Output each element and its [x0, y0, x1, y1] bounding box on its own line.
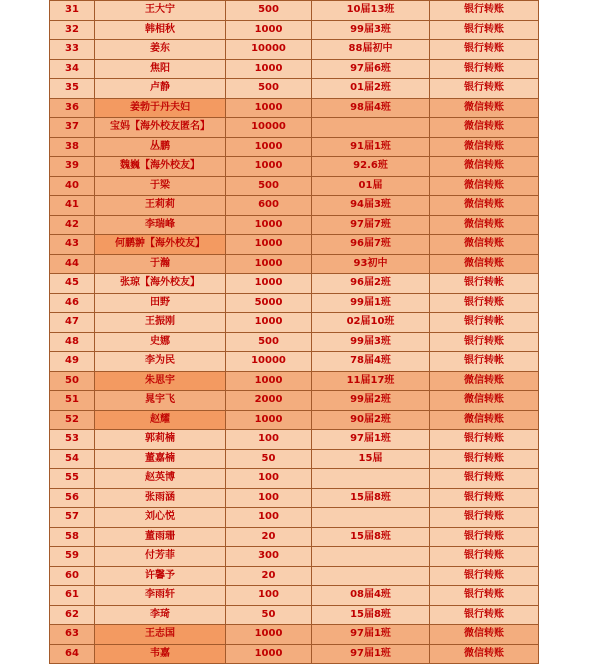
- payment-method: 微信转账: [430, 157, 539, 177]
- donor-name: 何鹏翀【海外校友】: [95, 235, 226, 255]
- table-row: [50, 469, 539, 489]
- payment-method: 银行转账: [430, 430, 539, 450]
- payment-method: 银行转帐: [430, 313, 539, 333]
- donation-list: [49, 0, 533, 664]
- payment-method: 银行转账: [430, 566, 539, 586]
- payment-method: 银行转账: [430, 605, 539, 625]
- payment-method: 银行转账: [430, 547, 539, 567]
- donation-amount: 1000: [226, 410, 312, 430]
- donation-amount: 1000: [226, 644, 312, 664]
- donation-amount: 1000: [226, 371, 312, 391]
- payment-method: 微信转账: [430, 371, 539, 391]
- donor-name: 魏巍【海外校友】: [95, 157, 226, 177]
- donation-amount: 1000: [226, 235, 312, 255]
- table-row: [50, 508, 539, 528]
- donation-amount: 10000: [226, 118, 312, 138]
- donor-name: 韩相秋: [95, 20, 226, 40]
- donation-amount: 1000: [226, 625, 312, 645]
- donation-amount: 500: [226, 79, 312, 99]
- class-year: 10届13班: [312, 1, 430, 21]
- payment-method: 微信转账: [430, 254, 539, 274]
- donor-name: 韦嘉: [95, 644, 226, 664]
- table-row: [50, 118, 539, 138]
- donation-amount: 100: [226, 430, 312, 450]
- row-number: 60: [50, 566, 95, 586]
- payment-method: 微信转账: [430, 644, 539, 664]
- donation-amount: 1000: [226, 313, 312, 333]
- payment-method: 银行转帐: [430, 352, 539, 372]
- donation-amount: 100: [226, 469, 312, 489]
- class-year: [312, 547, 430, 567]
- payment-method: 微信转账: [430, 235, 539, 255]
- payment-method: 银行转账: [430, 469, 539, 489]
- class-year: [312, 469, 430, 489]
- payment-method: 银行转账: [430, 59, 539, 79]
- table-row: [50, 644, 539, 664]
- donation-amount: 20: [226, 527, 312, 547]
- donation-amount: 1000: [226, 274, 312, 294]
- row-number: 47: [50, 313, 95, 333]
- class-year: 97届1班: [312, 644, 430, 664]
- table-row: [50, 313, 539, 333]
- class-year: 91届1班: [312, 137, 430, 157]
- donation-amount: 1000: [226, 137, 312, 157]
- class-year: 11届17班: [312, 371, 430, 391]
- row-number: 54: [50, 449, 95, 469]
- donation-amount: 300: [226, 547, 312, 567]
- donor-name: 赵英博: [95, 469, 226, 489]
- donation-amount: 1000: [226, 254, 312, 274]
- payment-method: 银行转账: [430, 508, 539, 528]
- class-year: 15届: [312, 449, 430, 469]
- donor-name: 史娜: [95, 332, 226, 352]
- table-row: [50, 371, 539, 391]
- class-year: 15届8班: [312, 605, 430, 625]
- row-number: 45: [50, 274, 95, 294]
- row-number: 41: [50, 196, 95, 216]
- donation-amount: 600: [226, 196, 312, 216]
- class-year: 97届1班: [312, 625, 430, 645]
- row-number: 31: [50, 1, 95, 21]
- donation-amount: 500: [226, 1, 312, 21]
- row-number: 49: [50, 352, 95, 372]
- payment-method: 银行转账: [430, 1, 539, 21]
- table-row: [50, 527, 539, 547]
- donation-amount: 1000: [226, 98, 312, 118]
- table-row: [50, 137, 539, 157]
- class-year: 88届初中: [312, 40, 430, 60]
- donor-name: 朱思宇: [95, 371, 226, 391]
- payment-method: 银行转账: [430, 79, 539, 99]
- donation-amount: 1000: [226, 157, 312, 177]
- donor-name: 郭莉楠: [95, 430, 226, 450]
- class-year: 99届2班: [312, 391, 430, 411]
- class-year: 78届4班: [312, 352, 430, 372]
- donor-name: 焦阳: [95, 59, 226, 79]
- payment-method: 微信转账: [430, 98, 539, 118]
- row-number: 52: [50, 410, 95, 430]
- row-number: 34: [50, 59, 95, 79]
- row-number: 55: [50, 469, 95, 489]
- donor-name: 王志国: [95, 625, 226, 645]
- donor-name: 李琦: [95, 605, 226, 625]
- payment-method: 银行转帐: [430, 274, 539, 294]
- class-year: [312, 118, 430, 138]
- table-row: [50, 59, 539, 79]
- row-number: 32: [50, 20, 95, 40]
- donor-name: 董嘉楠: [95, 449, 226, 469]
- donor-name: 李雨轩: [95, 586, 226, 606]
- table-row: [50, 235, 539, 255]
- row-number: 37: [50, 118, 95, 138]
- class-year: 99届1班: [312, 293, 430, 313]
- donor-name: 董雨珊: [95, 527, 226, 547]
- payment-method: 微信转账: [430, 196, 539, 216]
- table-row: [50, 391, 539, 411]
- payment-method: 微信转账: [430, 410, 539, 430]
- payment-method: 银行转账: [430, 293, 539, 313]
- donor-name: 王振刚: [95, 313, 226, 333]
- donation-table-body: [50, 1, 539, 664]
- donation-amount: 500: [226, 176, 312, 196]
- class-year: 96届2班: [312, 274, 430, 294]
- donor-name: 付芳菲: [95, 547, 226, 567]
- donation-amount: 1000: [226, 59, 312, 79]
- class-year: 02届10班: [312, 313, 430, 333]
- donor-name: 李为民: [95, 352, 226, 372]
- donor-name: 王莉莉: [95, 196, 226, 216]
- donation-amount: 1000: [226, 215, 312, 235]
- class-year: [312, 566, 430, 586]
- donor-name: 许馨予: [95, 566, 226, 586]
- row-number: 48: [50, 332, 95, 352]
- donor-name: 王大宁: [95, 1, 226, 21]
- class-year: 15届8班: [312, 488, 430, 508]
- donation-amount: 1000: [226, 20, 312, 40]
- table-row: [50, 176, 539, 196]
- donation-amount: 50: [226, 449, 312, 469]
- donor-name: 姜东: [95, 40, 226, 60]
- row-number: 58: [50, 527, 95, 547]
- payment-method: 微信转账: [430, 176, 539, 196]
- table-row: [50, 625, 539, 645]
- donor-name: 李瑞峰: [95, 215, 226, 235]
- class-year: 92.6班: [312, 157, 430, 177]
- table-row: [50, 547, 539, 567]
- donation-amount: 100: [226, 488, 312, 508]
- table-row: [50, 157, 539, 177]
- row-number: 33: [50, 40, 95, 60]
- row-number: 40: [50, 176, 95, 196]
- table-row: [50, 430, 539, 450]
- donation-amount: 100: [226, 508, 312, 528]
- donor-name: 晁宇飞: [95, 391, 226, 411]
- row-number: 46: [50, 293, 95, 313]
- table-row: [50, 20, 539, 40]
- row-number: 59: [50, 547, 95, 567]
- row-number: 64: [50, 644, 95, 664]
- row-number: 57: [50, 508, 95, 528]
- row-number: 36: [50, 98, 95, 118]
- class-year: 98届4班: [312, 98, 430, 118]
- class-year: 90届2班: [312, 410, 430, 430]
- donor-name: 卢静: [95, 79, 226, 99]
- donation-amount: 20: [226, 566, 312, 586]
- class-year: 01届2班: [312, 79, 430, 99]
- table-row: [50, 215, 539, 235]
- table-row: [50, 605, 539, 625]
- class-year: 97届7班: [312, 215, 430, 235]
- table-row: [50, 586, 539, 606]
- donor-name: 赵耀: [95, 410, 226, 430]
- payment-method: 银行转账: [430, 488, 539, 508]
- table-row: [50, 332, 539, 352]
- donor-name: 于梁: [95, 176, 226, 196]
- donor-name: 于瀚: [95, 254, 226, 274]
- class-year: 15届8班: [312, 527, 430, 547]
- class-year: [312, 508, 430, 528]
- payment-method: 银行转账: [430, 449, 539, 469]
- row-number: 63: [50, 625, 95, 645]
- payment-method: 银行转账: [430, 586, 539, 606]
- table-row: [50, 293, 539, 313]
- table-row: [50, 98, 539, 118]
- row-number: 62: [50, 605, 95, 625]
- donor-name: 刘心悦: [95, 508, 226, 528]
- donation-amount: 50: [226, 605, 312, 625]
- row-number: 43: [50, 235, 95, 255]
- class-year: 97届6班: [312, 59, 430, 79]
- donor-name: 田野: [95, 293, 226, 313]
- payment-method: 微信转账: [430, 391, 539, 411]
- payment-method: 银行转账: [430, 20, 539, 40]
- class-year: 94届3班: [312, 196, 430, 216]
- donation-amount: 10000: [226, 352, 312, 372]
- donation-amount: 10000: [226, 40, 312, 60]
- row-number: 61: [50, 586, 95, 606]
- donation-amount: 500: [226, 332, 312, 352]
- donation-amount: 5000: [226, 293, 312, 313]
- row-number: 53: [50, 430, 95, 450]
- table-row: [50, 449, 539, 469]
- row-number: 50: [50, 371, 95, 391]
- payment-method: 微信转账: [430, 625, 539, 645]
- class-year: 99届3班: [312, 332, 430, 352]
- row-number: 35: [50, 79, 95, 99]
- payment-method: 银行转账: [430, 332, 539, 352]
- row-number: 44: [50, 254, 95, 274]
- donation-amount: 2000: [226, 391, 312, 411]
- donor-name: 姜勃于丹夫妇: [95, 98, 226, 118]
- table-row: [50, 40, 539, 60]
- row-number: 42: [50, 215, 95, 235]
- payment-method: 银行转账: [430, 527, 539, 547]
- table-row: [50, 352, 539, 372]
- donor-name: 丛鹏: [95, 137, 226, 157]
- donor-name: 宝妈【海外校友匿名】: [95, 118, 226, 138]
- table-row: [50, 274, 539, 294]
- table-row: [50, 196, 539, 216]
- table-row: [50, 410, 539, 430]
- donation-table: [49, 0, 539, 664]
- payment-method: 微信转账: [430, 137, 539, 157]
- donation-amount: 100: [226, 586, 312, 606]
- row-number: 38: [50, 137, 95, 157]
- row-number: 51: [50, 391, 95, 411]
- row-number: 56: [50, 488, 95, 508]
- table-row: [50, 254, 539, 274]
- class-year: 96届7班: [312, 235, 430, 255]
- table-row: [50, 566, 539, 586]
- payment-method: 银行转账: [430, 40, 539, 60]
- row-number: 39: [50, 157, 95, 177]
- donor-name: 张雨涵: [95, 488, 226, 508]
- donor-name: 张琼【海外校友】: [95, 274, 226, 294]
- payment-method: 微信转账: [430, 118, 539, 138]
- class-year: 99届3班: [312, 20, 430, 40]
- class-year: 08届4班: [312, 586, 430, 606]
- class-year: 01届: [312, 176, 430, 196]
- payment-method: 微信转账: [430, 215, 539, 235]
- class-year: 93初中: [312, 254, 430, 274]
- class-year: 97届1班: [312, 430, 430, 450]
- table-row: [50, 79, 539, 99]
- table-row: [50, 488, 539, 508]
- table-row: [50, 1, 539, 21]
